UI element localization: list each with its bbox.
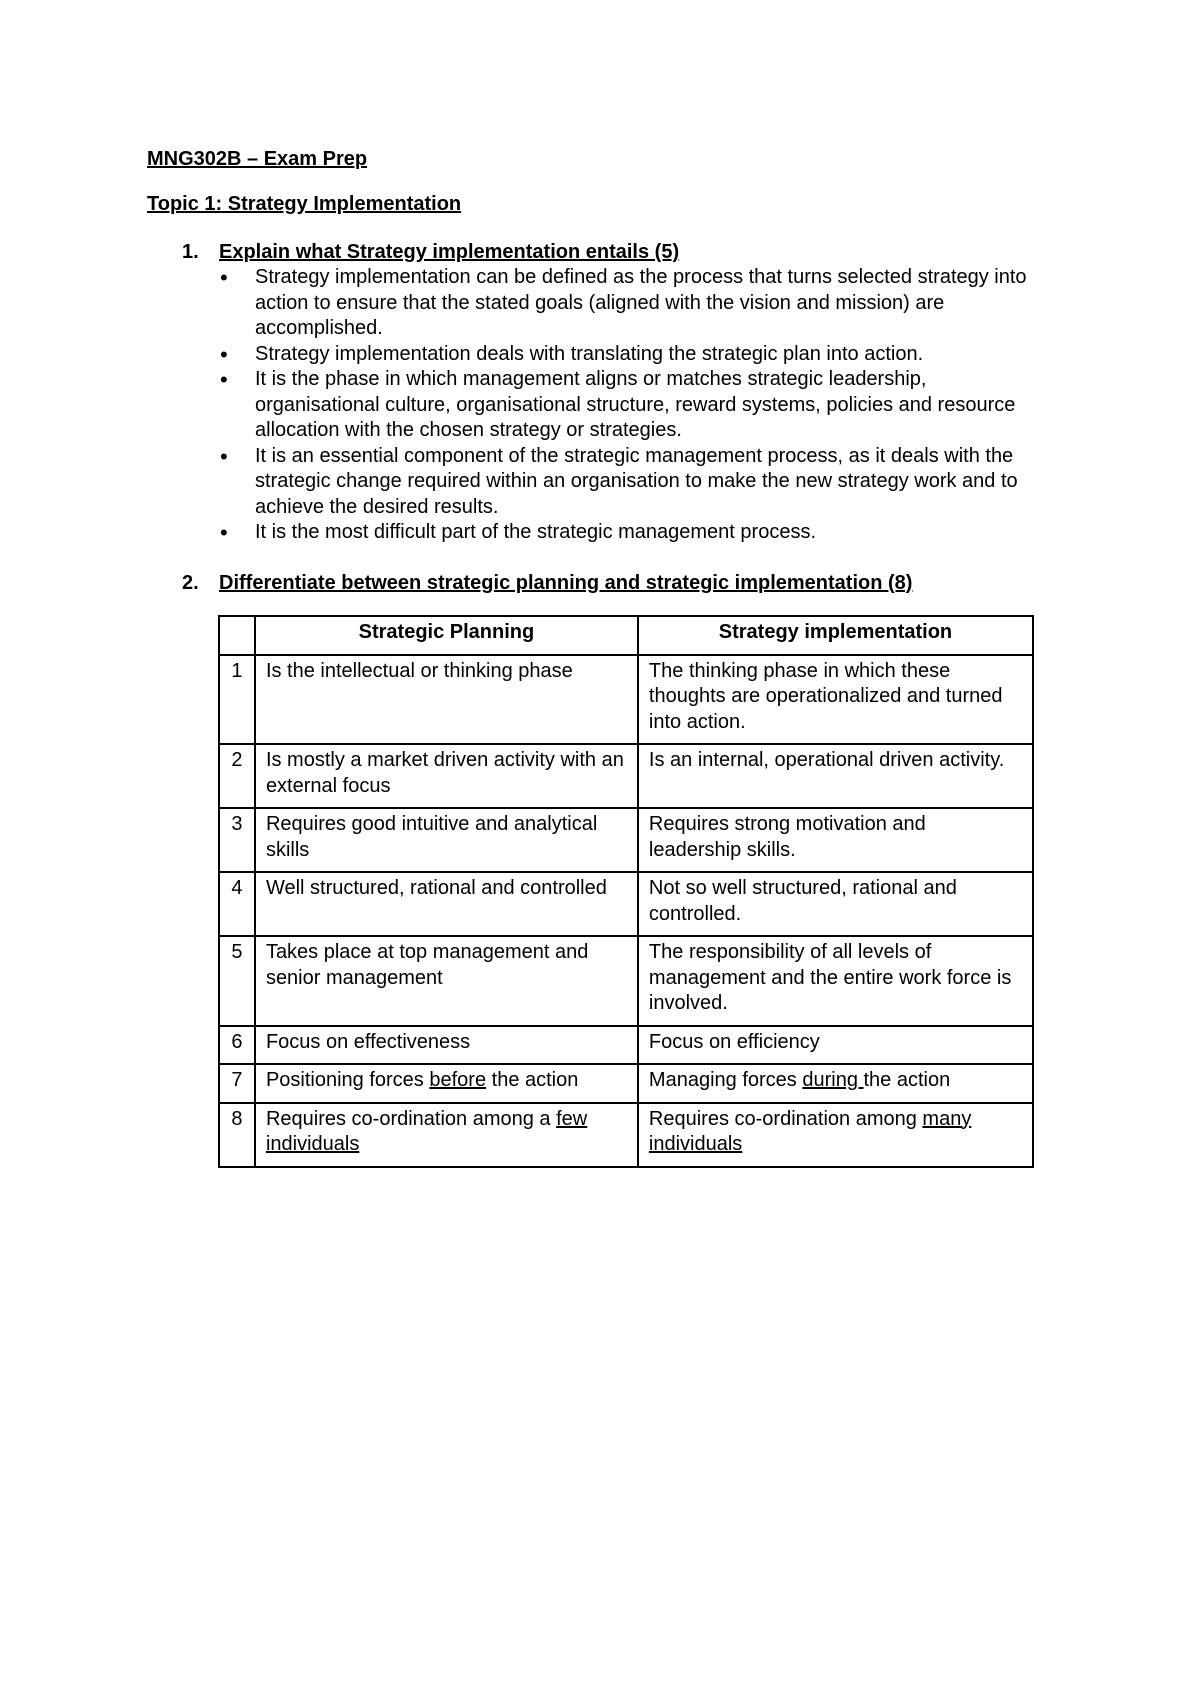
planning-cell xyxy=(255,1103,638,1167)
implementation-cell: Not so well structured, rational and controlled. xyxy=(638,872,1033,936)
planning-text-pre: Positioning forces xyxy=(265,1069,430,1091)
table-header-implementation: Strategy implementation xyxy=(638,616,1033,655)
table-row xyxy=(219,655,1033,745)
planning-cell: Is the intellectual or thinking phase xyxy=(255,655,638,745)
planning-cell: Requires good intuitive and analytical skills xyxy=(255,808,638,872)
planning-text-underlined: few individuals xyxy=(265,1107,588,1155)
table-row xyxy=(219,744,1033,808)
table-row xyxy=(219,936,1033,1026)
row-number: 5 xyxy=(219,936,255,1026)
implementation-text-underlined: during xyxy=(802,1069,864,1091)
implementation-text-post: the action xyxy=(863,1069,951,1091)
table-header-number xyxy=(219,616,255,655)
implementation-text-underlined: many individuals xyxy=(648,1107,972,1155)
planning-text-post: the action xyxy=(486,1069,579,1091)
topic-title: Topic 1: Strategy Implementation xyxy=(147,193,462,215)
row-number: 7 xyxy=(219,1064,255,1103)
implementation-cell xyxy=(638,1064,1033,1103)
question-1-text: Explain what Strategy implementation entails (5) xyxy=(219,241,680,263)
table-row xyxy=(219,1103,1033,1167)
implementation-cell: The thinking phase in which these thoughts are operationalized and turned into action. xyxy=(638,655,1033,745)
question-2-number: 2. xyxy=(182,572,199,594)
question-2-heading xyxy=(182,571,912,595)
row-number: 4 xyxy=(219,872,255,936)
implementation-cell: Is an internal, operational driven activity. xyxy=(638,744,1033,808)
question-1-number: 1. xyxy=(182,241,199,263)
bullet-item: • Strategy implementation can be defined as the process that turns selected strategy into action to ensure that the stated goals (aligned with the vision and mission) are accomplished. xyxy=(217,265,1037,342)
question-1-heading xyxy=(182,240,679,264)
table-row xyxy=(219,808,1033,872)
planning-cell: Is mostly a market driven activity with an external focus xyxy=(255,744,638,808)
planning-cell: Focus on effectiveness xyxy=(255,1026,638,1065)
row-number: 8 xyxy=(219,1103,255,1167)
bullet-item: • It is an essential component of the strategic management process, as it deals with the strategic change required within an organisation to make the new strategy work and to achieve the desired results. xyxy=(217,444,1037,521)
question-1-bullet-list xyxy=(217,265,1037,546)
planning-cell xyxy=(255,1064,638,1103)
row-number: 6 xyxy=(219,1026,255,1065)
table-row xyxy=(219,1064,1033,1103)
planning-cell: Well structured, rational and controlled xyxy=(255,872,638,936)
table-row xyxy=(219,872,1033,936)
bullet-item: • Strategy implementation deals with translating the strategic plan into action. xyxy=(217,342,1037,368)
comparison-table xyxy=(218,615,1034,1168)
implementation-cell xyxy=(638,1103,1033,1167)
implementation-text-pre: Requires co-ordination among xyxy=(648,1107,923,1130)
row-number: 2 xyxy=(219,744,255,808)
bullet-item: • It is the most difficult part of the strategic management process. xyxy=(217,520,1037,546)
row-number: 3 xyxy=(219,808,255,872)
planning-cell: Takes place at top management and senior management xyxy=(255,936,638,1026)
implementation-cell: The responsibility of all levels of management and the entire work force is involved. xyxy=(638,936,1033,1026)
row-number: 1 xyxy=(219,655,255,745)
question-2-text: Differentiate between strategic planning and strategic implementation (8) xyxy=(219,572,913,594)
table-header-planning: Strategic Planning xyxy=(255,616,638,655)
document-title: MNG302B – Exam Prep xyxy=(147,148,368,170)
bullet-item: • It is the phase in which management aligns or matches strategic leadership, organisational culture, organisational structure, reward systems, policies and resource allocation with the chosen strategy or strategies. xyxy=(217,367,1037,444)
planning-text-pre: Requires co-ordination among a xyxy=(265,1107,557,1130)
table-header-row xyxy=(219,616,1033,655)
implementation-text-pre: Managing forces xyxy=(648,1069,803,1091)
implementation-cell: Focus on efficiency xyxy=(638,1026,1033,1065)
implementation-cell: Requires strong motivation and leadership skills. xyxy=(638,808,1033,872)
table-row xyxy=(219,1026,1033,1065)
planning-text-underlined: before xyxy=(429,1069,487,1091)
